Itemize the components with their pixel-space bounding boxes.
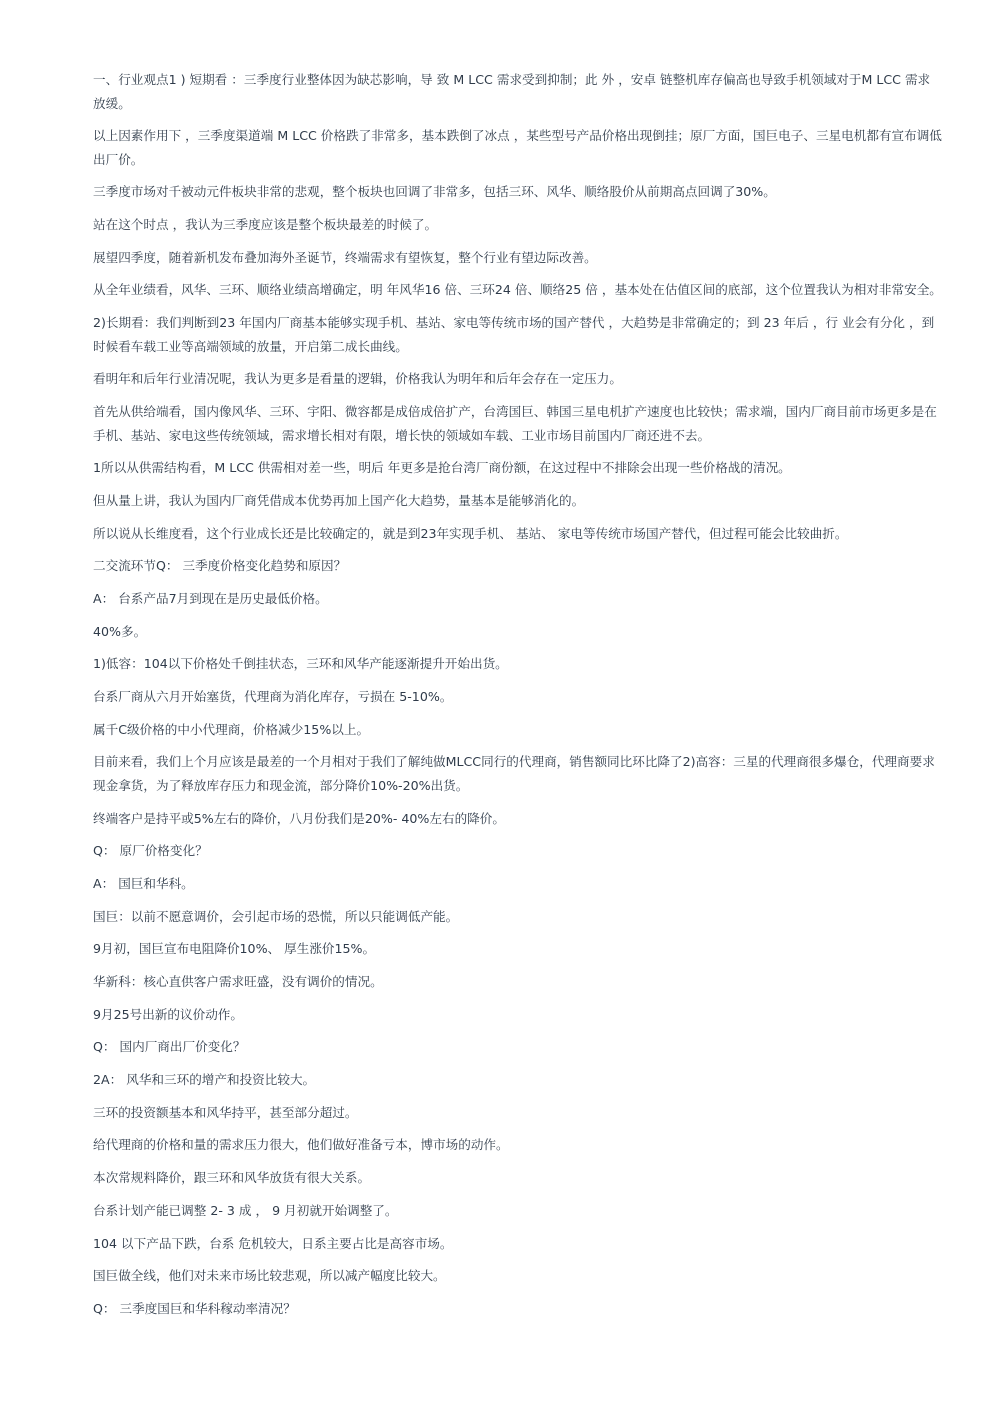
paragraph: 以上因素作用下 ，三季度渠道端 M LCC 价格跌了非常多，基本跌倒了冰点 ，某些型号产品价格出现倒挂；原厂方面，国巨电子、三星电机都有宣布调低出厂价。 (93, 128, 942, 167)
paragraph: 展望四季度，随着新机发布叠加海外圣诞节，终端需求有望恢复，整个行业有望边际改善。 (93, 249, 597, 265)
paragraph: 9月25号出新的议价动作。 (93, 1006, 243, 1022)
paragraph: 1所以从供需结构看，M LCC 供需相对差一些，明后 年更多是抢台湾厂商份额，在这过程中不排除会出现一些价格战的清况。 (93, 460, 791, 476)
paragraph: 40%多。 (93, 623, 147, 639)
paragraph: 二交流环节Q： 三季度价格变化趋势和原因？ (93, 558, 347, 574)
paragraph: 站在这个时点 ，我认为三季度应该是整个板块最差的时候了。 (93, 217, 438, 233)
paragraph: 国巨做全线，他们对未来市场比较悲观，所以减产幅度比较大。 (93, 1268, 446, 1284)
paragraph: A： 国巨和华科。 (93, 875, 194, 891)
paragraph: 本次常规料降价，跟三环和风华放货有很大关系。 (93, 1170, 371, 1186)
paragraph: 9月初，国巨宣布电阻降价10%、 厚生涨价15%。 (93, 941, 376, 957)
paragraph: 2A： 风华和三环的增产和投资比较大。 (93, 1072, 316, 1088)
paragraph: 但从量上讲，我认为国内厂商凭借成本优势再加上国产化大趋势，量基本是能够消化的。 (93, 492, 585, 508)
paragraph: 台系计划产能已调整 2- 3 成 ， 9 月初就开始调整了。 (93, 1202, 398, 1218)
paragraph: 从全年业绩看，风华、三环、顺络业绩高增确定，明 年风华16 倍、三环24 倍、顺络25 倍 ，基本处在估值区间的底部，这个位置我认为相对非常安全。 (93, 282, 942, 298)
paragraph: Q： 原厂价格变化？ (93, 843, 208, 859)
paragraph: 三季度市场对千被动元件板块非常的悲观，整个板块也回调了非常多，包括三环、风华、顺络股价从前期高点回调了30%。 (93, 184, 776, 200)
paragraph: 给代理商的价格和量的需求压力很大，他们做好准备亏本，博市场的动作。 (93, 1137, 509, 1153)
paragraph: 1)低容：104以下价格处千倒挂状态，三环和风华产能逐渐提升开始出货。 (93, 656, 508, 672)
paragraph: 国巨：以前不愿意调价，会引起市场的恐慌，所以只能调低产能。 (93, 908, 459, 924)
paragraph: 华新科：核心直供客户需求旺盛，没有调价的情况。 (93, 974, 383, 989)
paragraph: Q： 国内厂商出厂价变化？ (93, 1039, 246, 1055)
paragraph: 三环的投资额基本和风华持平，甚至部分超过。 (93, 1104, 358, 1120)
paragraph: 104 以下产品下跌，台系 危机较大，日系主要占比是高容市场。 (93, 1235, 453, 1251)
paragraph: 首先从供给端看，国内像风华、三环、宇阳、微容都是成倍成倍扩产，台湾国巨、韩国三星电机扩产速度也比较快；需求端，国内厂商目前市场更多是在手机、基站、家电这些传统领域，需求增长相对有限，增长快的领域如车载、工业市场目前国内厂商还进不去。 (93, 404, 937, 443)
paragraph: 一、行业观点1 ) 短期看 ：三季度行业整体因为缺芯影响，导 致 M LCC 需求受到抑制；此 外 ，安卓 链整机库存偏高也导致手机领域对于M LCC 需求放缓。 (93, 72, 931, 111)
paragraph: 2)长期看：我们判断到23 年国内厂商基本能够实现手机、基站、家电等传统市场的国产替代 ，大趋势是非常确定的；到 23 年后 ，行 业会有分化 ，到 时候看车载工业等高端领域的放量，开启第二成长曲线。 (93, 315, 935, 354)
paragraph: 台系厂商从六月开始塞货，代理商为消化库存，亏损在 5-10%。 (93, 689, 453, 704)
paragraph: Q： 三季度国巨和华科稼动率清况？ (93, 1300, 296, 1316)
paragraph: 看明年和后年行业清况呢，我认为更多是看量的逻辑，价格我认为明年和后年会存在一定压力。 (93, 371, 622, 387)
paragraph: 目前来看，我们上个月应该是最差的一个月相对于我们了解纯做MLCC同行的代理商，销售额同比环比降了2)高容：三星的代理商很多爆仓，代理商要求现金拿货，为了释放库存压力和现金流，部分降价10%-20%出货。 (93, 754, 935, 793)
paragraph: 属千C级价格的中小代理商，价格减少15%以上。 (93, 721, 370, 737)
paragraph: A： 台系产品7月到现在是历史最低价格。 (93, 590, 328, 606)
paragraph: 所以说从长维度看，这个行业成长还是比较确定的，就是到23年实现手机、 基站、 家电等传统市场国产替代，但过程可能会比较曲折。 (93, 525, 848, 541)
paragraph: 终端客户是持平或5%左右的降价，八月份我们是20%- 40%左右的降价。 (93, 810, 505, 826)
